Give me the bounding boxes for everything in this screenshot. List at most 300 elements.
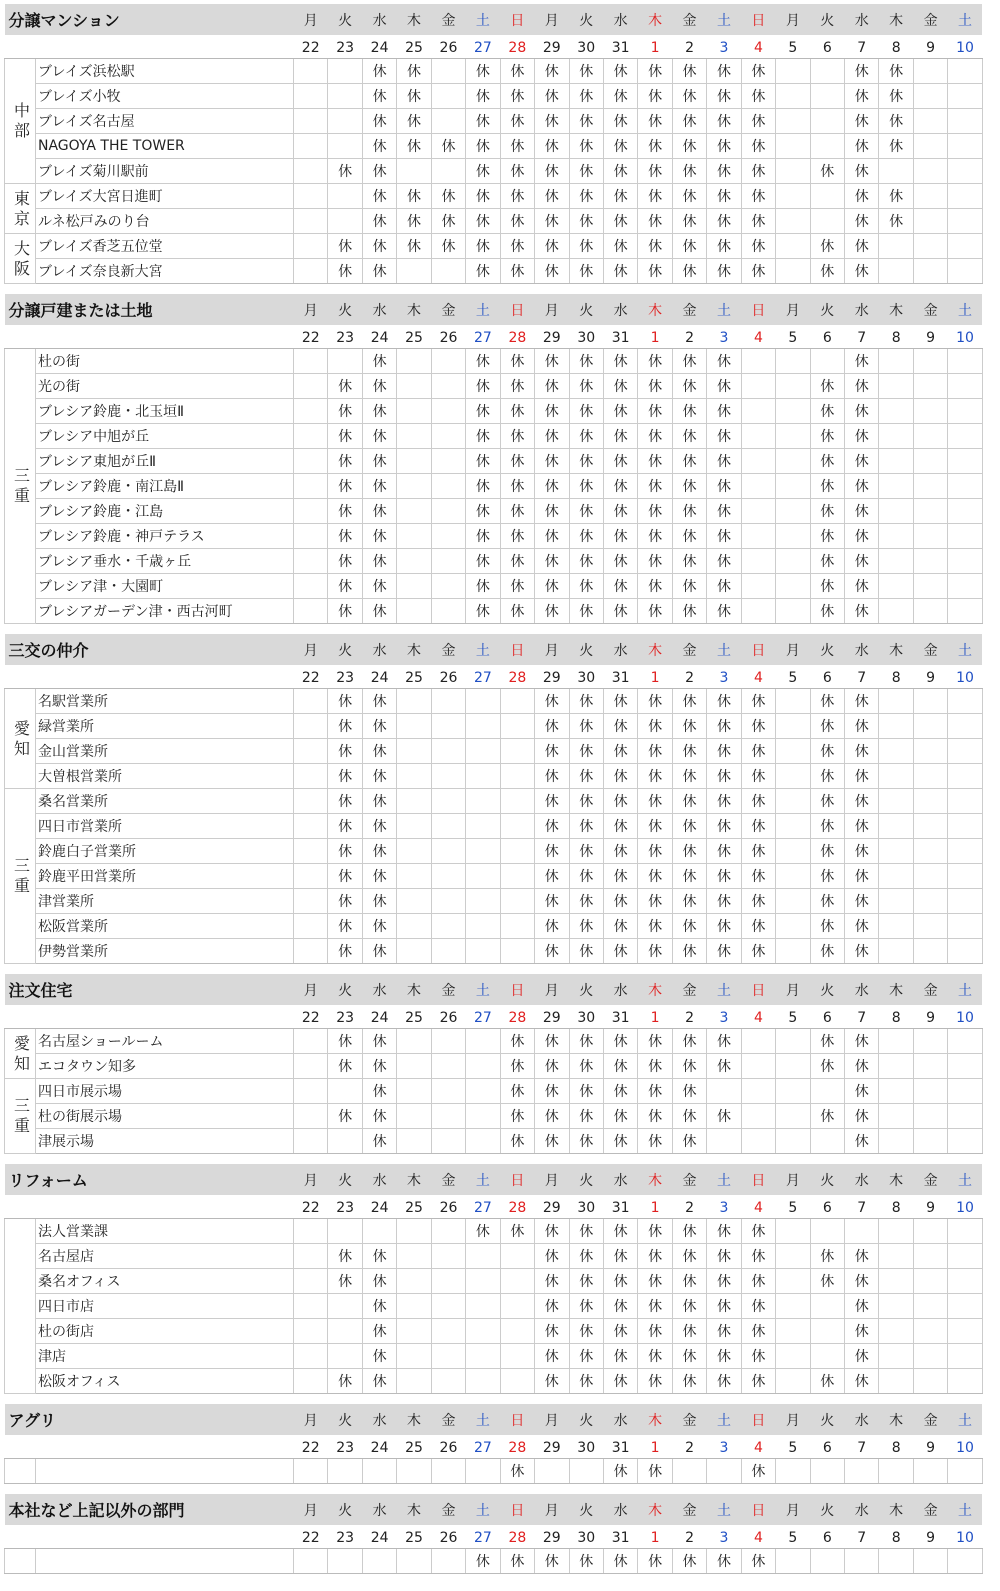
day-cell <box>879 1319 913 1344</box>
day-cell <box>294 889 328 914</box>
day-cell <box>948 499 982 524</box>
day-cell: 休 <box>707 1369 741 1394</box>
day-cell: 休 <box>707 939 741 964</box>
date-label: 3 <box>707 325 741 349</box>
day-cell <box>431 424 465 449</box>
date-label: 6 <box>810 325 844 349</box>
weekday-label: 火 <box>810 1404 844 1435</box>
weekday-label: 日 <box>741 4 775 35</box>
weekday-label: 火 <box>569 1494 603 1525</box>
day-cell <box>879 864 913 889</box>
date-label: 6 <box>810 35 844 59</box>
day-cell <box>328 1459 362 1484</box>
weekday-label: 土 <box>466 4 500 35</box>
day-cell: 休 <box>603 1269 637 1294</box>
day-cell: 休 <box>845 814 879 839</box>
office-name: 金山営業所 <box>36 739 294 764</box>
date-label: 2 <box>672 1005 706 1029</box>
day-cell <box>948 1549 982 1574</box>
weekday-label: 日 <box>500 1164 534 1195</box>
day-cell <box>466 1054 500 1079</box>
day-cell <box>466 1459 500 1484</box>
day-cell: 休 <box>569 424 603 449</box>
table-row <box>5 234 983 259</box>
weekday-label: 月 <box>776 294 810 325</box>
table-row <box>5 499 983 524</box>
day-cell <box>431 889 465 914</box>
day-cell: 休 <box>603 914 637 939</box>
day-cell: 休 <box>638 714 672 739</box>
day-cell: 休 <box>362 864 396 889</box>
day-cell <box>776 184 810 209</box>
day-cell: 休 <box>845 109 879 134</box>
day-cell: 休 <box>741 764 775 789</box>
date-label: 29 <box>535 1435 569 1459</box>
day-cell: 休 <box>672 449 706 474</box>
day-cell: 休 <box>569 1269 603 1294</box>
day-cell <box>500 1369 534 1394</box>
day-cell: 休 <box>603 1104 637 1129</box>
day-cell: 休 <box>328 499 362 524</box>
day-cell: 休 <box>810 714 844 739</box>
weekday-label: 土 <box>948 974 982 1005</box>
day-cell <box>776 499 810 524</box>
day-cell: 休 <box>328 939 362 964</box>
day-cell: 休 <box>810 1029 844 1054</box>
day-cell <box>294 814 328 839</box>
weekday-label: 土 <box>948 4 982 35</box>
day-cell: 休 <box>707 1244 741 1269</box>
day-cell: 休 <box>362 1269 396 1294</box>
weekday-label: 木 <box>397 4 431 35</box>
day-cell <box>776 689 810 714</box>
day-cell <box>294 789 328 814</box>
region-label: 大阪 <box>5 234 36 284</box>
date-label: 10 <box>948 35 982 59</box>
day-cell: 休 <box>569 1129 603 1154</box>
date-label: 22 <box>294 325 328 349</box>
date-label: 24 <box>362 325 396 349</box>
day-cell: 休 <box>638 1244 672 1269</box>
day-cell: 休 <box>466 1219 500 1244</box>
day-cell: 休 <box>672 134 706 159</box>
day-cell <box>913 349 947 374</box>
day-cell: 休 <box>672 234 706 259</box>
day-cell <box>879 939 913 964</box>
weekday-label: 水 <box>362 294 396 325</box>
date-label: 8 <box>879 1525 913 1549</box>
day-cell <box>294 1054 328 1079</box>
day-cell: 休 <box>638 424 672 449</box>
day-cell <box>810 59 844 84</box>
day-cell <box>397 764 431 789</box>
day-cell <box>948 449 982 474</box>
day-cell <box>431 59 465 84</box>
date-label: 27 <box>466 1435 500 1459</box>
day-cell: 休 <box>707 839 741 864</box>
day-cell <box>879 789 913 814</box>
day-cell: 休 <box>845 424 879 449</box>
date-label: 3 <box>707 665 741 689</box>
day-cell <box>913 789 947 814</box>
day-cell: 休 <box>603 349 637 374</box>
date-label: 27 <box>466 35 500 59</box>
day-cell: 休 <box>466 109 500 134</box>
office-name: エコタウン知多 <box>36 1054 294 1079</box>
weekday-label: 金 <box>431 1164 465 1195</box>
day-cell: 休 <box>466 599 500 624</box>
day-cell: 休 <box>707 399 741 424</box>
day-cell: 休 <box>535 864 569 889</box>
day-cell <box>466 739 500 764</box>
day-cell: 休 <box>535 714 569 739</box>
date-label: 25 <box>397 35 431 59</box>
day-cell: 休 <box>707 1104 741 1129</box>
weekday-label: 月 <box>535 1494 569 1525</box>
day-cell: 休 <box>810 399 844 424</box>
weekday-label: 土 <box>948 1164 982 1195</box>
date-label: 5 <box>776 1195 810 1219</box>
day-cell <box>397 864 431 889</box>
day-cell: 休 <box>362 259 396 284</box>
day-cell: 休 <box>638 599 672 624</box>
day-cell: 休 <box>500 1029 534 1054</box>
date-label: 24 <box>362 1525 396 1549</box>
day-cell: 休 <box>672 1104 706 1129</box>
weekday-label: 水 <box>362 634 396 665</box>
day-cell: 休 <box>535 1269 569 1294</box>
day-cell <box>294 714 328 739</box>
day-cell <box>328 84 362 109</box>
day-cell: 休 <box>362 714 396 739</box>
weekday-label: 金 <box>672 1404 706 1435</box>
day-cell <box>913 1269 947 1294</box>
day-cell: 休 <box>810 1369 844 1394</box>
day-cell: 休 <box>466 474 500 499</box>
office-name: NAGOYA THE TOWER <box>36 134 294 159</box>
weekday-label: 土 <box>707 1164 741 1195</box>
date-label: 2 <box>672 665 706 689</box>
office-name: 鈴鹿平田営業所 <box>36 864 294 889</box>
weekday-label: 木 <box>879 1164 913 1195</box>
day-cell <box>879 1079 913 1104</box>
day-cell: 休 <box>638 1319 672 1344</box>
weekday-label: 日 <box>741 974 775 1005</box>
day-cell: 休 <box>328 524 362 549</box>
day-cell <box>397 1104 431 1129</box>
day-cell: 休 <box>500 399 534 424</box>
day-cell <box>328 349 362 374</box>
day-cell: 休 <box>362 184 396 209</box>
weekday-label: 火 <box>569 294 603 325</box>
day-cell: 休 <box>672 209 706 234</box>
office-name: 四日市展示場 <box>36 1079 294 1104</box>
day-cell: 休 <box>569 689 603 714</box>
day-cell: 休 <box>638 574 672 599</box>
date-label: 23 <box>328 1435 362 1459</box>
date-label: 9 <box>913 325 947 349</box>
day-cell <box>776 524 810 549</box>
day-cell <box>294 1079 328 1104</box>
date-label: 9 <box>913 1435 947 1459</box>
day-cell <box>328 1219 362 1244</box>
day-cell <box>294 939 328 964</box>
day-cell: 休 <box>535 1549 569 1574</box>
weekday-label: 月 <box>535 1404 569 1435</box>
weekday-label: 土 <box>466 1404 500 1435</box>
date-label: 8 <box>879 1005 913 1029</box>
weekday-label: 土 <box>948 634 982 665</box>
schedule-section <box>4 1494 982 1574</box>
table-row <box>5 939 983 964</box>
section-title: 注文住宅 <box>5 974 294 1005</box>
day-cell: 休 <box>500 349 534 374</box>
day-cell <box>431 1219 465 1244</box>
day-cell <box>913 1104 947 1129</box>
office-name: ブレイズ菊川駅前 <box>36 159 294 184</box>
schedule-table <box>4 294 983 624</box>
date-label: 27 <box>466 1525 500 1549</box>
day-cell: 休 <box>810 864 844 889</box>
day-cell: 休 <box>879 184 913 209</box>
day-cell: 休 <box>741 839 775 864</box>
weekday-label: 水 <box>603 1494 637 1525</box>
day-cell: 休 <box>741 889 775 914</box>
schedule-section <box>4 4 982 284</box>
day-cell: 休 <box>431 184 465 209</box>
day-cell <box>294 1294 328 1319</box>
weekday-label: 水 <box>362 1404 396 1435</box>
office-name: ブレシア鈴鹿・江島 <box>36 499 294 524</box>
day-cell <box>466 789 500 814</box>
weekday-label: 日 <box>500 1494 534 1525</box>
day-cell: 休 <box>431 234 465 259</box>
day-cell: 休 <box>638 1269 672 1294</box>
day-cell <box>879 599 913 624</box>
date-label: 29 <box>535 1195 569 1219</box>
weekday-label: 金 <box>913 974 947 1005</box>
weekday-label: 金 <box>672 1494 706 1525</box>
day-cell <box>397 914 431 939</box>
day-cell <box>913 814 947 839</box>
region-label: 東京 <box>5 184 36 234</box>
section-title: 三交の仲介 <box>5 634 294 665</box>
weekday-label: 金 <box>672 4 706 35</box>
day-cell: 休 <box>397 184 431 209</box>
day-cell: 休 <box>707 1029 741 1054</box>
day-cell <box>948 349 982 374</box>
day-cell: 休 <box>845 134 879 159</box>
date-label: 1 <box>638 1005 672 1029</box>
weekday-label: 水 <box>845 4 879 35</box>
day-cell: 休 <box>328 689 362 714</box>
day-cell: 休 <box>328 789 362 814</box>
day-cell: 休 <box>569 1029 603 1054</box>
day-cell <box>431 914 465 939</box>
weekday-label: 月 <box>776 634 810 665</box>
day-cell: 休 <box>569 474 603 499</box>
day-cell <box>879 1344 913 1369</box>
day-cell: 休 <box>638 839 672 864</box>
table-row <box>5 739 983 764</box>
day-cell: 休 <box>810 234 844 259</box>
day-cell <box>397 714 431 739</box>
weekday-label: 土 <box>707 1404 741 1435</box>
day-cell: 休 <box>810 1244 844 1269</box>
day-cell: 休 <box>569 209 603 234</box>
day-cell: 休 <box>569 374 603 399</box>
weekday-label: 月 <box>294 634 328 665</box>
table-row <box>5 689 983 714</box>
day-cell: 休 <box>569 789 603 814</box>
weekday-label: 金 <box>431 1404 465 1435</box>
day-cell <box>500 1294 534 1319</box>
day-cell <box>466 1244 500 1269</box>
day-cell: 休 <box>741 739 775 764</box>
day-cell: 休 <box>845 1054 879 1079</box>
day-cell <box>431 599 465 624</box>
day-cell: 休 <box>603 399 637 424</box>
day-cell: 休 <box>569 1294 603 1319</box>
day-cell: 休 <box>569 739 603 764</box>
weekday-label: 火 <box>810 4 844 35</box>
day-cell: 休 <box>741 109 775 134</box>
day-cell: 休 <box>845 1269 879 1294</box>
weekday-label: 金 <box>431 294 465 325</box>
day-cell <box>500 914 534 939</box>
section-header <box>5 1164 983 1195</box>
day-cell <box>913 1219 947 1244</box>
day-cell: 休 <box>810 549 844 574</box>
day-cell <box>431 1344 465 1369</box>
day-cell <box>776 714 810 739</box>
day-cell <box>948 814 982 839</box>
day-cell: 休 <box>707 524 741 549</box>
table-row <box>5 1244 983 1269</box>
weekday-label: 土 <box>707 974 741 1005</box>
day-cell: 休 <box>845 59 879 84</box>
schedule-table <box>4 1404 983 1484</box>
day-cell <box>810 1344 844 1369</box>
weekday-label: 木 <box>397 294 431 325</box>
day-cell: 休 <box>845 1029 879 1054</box>
date-label: 1 <box>638 1435 672 1459</box>
day-cell <box>500 814 534 839</box>
day-cell: 休 <box>638 1079 672 1104</box>
day-cell <box>397 1344 431 1369</box>
day-cell: 休 <box>500 599 534 624</box>
day-cell <box>948 209 982 234</box>
day-cell: 休 <box>397 59 431 84</box>
date-label: 24 <box>362 1195 396 1219</box>
day-cell: 休 <box>672 259 706 284</box>
day-cell: 休 <box>500 1549 534 1574</box>
day-cell: 休 <box>672 1054 706 1079</box>
day-cell: 休 <box>707 864 741 889</box>
day-cell <box>913 209 947 234</box>
day-cell <box>948 864 982 889</box>
day-cell <box>913 549 947 574</box>
weekday-label: 月 <box>294 294 328 325</box>
day-cell <box>294 764 328 789</box>
weekday-label: 金 <box>913 1404 947 1435</box>
day-cell: 休 <box>845 739 879 764</box>
day-cell: 休 <box>638 939 672 964</box>
day-cell <box>776 1319 810 1344</box>
day-cell <box>294 259 328 284</box>
day-cell <box>741 474 775 499</box>
day-cell: 休 <box>569 889 603 914</box>
day-cell <box>948 689 982 714</box>
day-cell <box>397 374 431 399</box>
day-cell <box>948 1319 982 1344</box>
day-cell: 休 <box>707 574 741 599</box>
day-cell: 休 <box>603 864 637 889</box>
weekday-label: 金 <box>431 974 465 1005</box>
weekday-label: 日 <box>741 294 775 325</box>
day-cell <box>741 1054 775 1079</box>
day-cell: 休 <box>672 1549 706 1574</box>
day-cell <box>776 1054 810 1079</box>
date-label: 31 <box>603 1525 637 1549</box>
date-label: 10 <box>948 1525 982 1549</box>
day-cell: 休 <box>845 499 879 524</box>
day-cell: 休 <box>845 1129 879 1154</box>
date-label: 5 <box>776 325 810 349</box>
day-cell: 休 <box>569 549 603 574</box>
day-cell <box>431 399 465 424</box>
weekday-label: 水 <box>845 1164 879 1195</box>
day-cell: 休 <box>603 374 637 399</box>
day-cell: 休 <box>500 549 534 574</box>
day-cell <box>879 424 913 449</box>
date-label: 31 <box>603 1435 637 1459</box>
date-label: 8 <box>879 1195 913 1219</box>
day-cell: 休 <box>362 689 396 714</box>
day-cell: 休 <box>362 599 396 624</box>
day-cell: 休 <box>845 1319 879 1344</box>
day-cell <box>431 499 465 524</box>
day-cell: 休 <box>569 524 603 549</box>
day-cell <box>948 159 982 184</box>
day-cell <box>500 1344 534 1369</box>
day-cell <box>431 349 465 374</box>
day-cell <box>466 689 500 714</box>
table-row <box>5 1129 983 1154</box>
office-name: 法人営業課 <box>36 1219 294 1244</box>
day-cell: 休 <box>638 1029 672 1054</box>
date-label: 8 <box>879 325 913 349</box>
day-cell: 休 <box>707 1549 741 1574</box>
region-label: 愛知 <box>5 1029 36 1079</box>
day-cell <box>810 184 844 209</box>
date-label: 10 <box>948 1435 982 1459</box>
day-cell: 休 <box>569 599 603 624</box>
day-cell: 休 <box>362 399 396 424</box>
date-row-spacer <box>5 1005 294 1029</box>
table-row <box>5 1344 983 1369</box>
weekday-label: 木 <box>879 1494 913 1525</box>
day-cell: 休 <box>362 789 396 814</box>
day-cell: 休 <box>707 1219 741 1244</box>
day-cell: 休 <box>603 574 637 599</box>
day-cell <box>672 1459 706 1484</box>
day-cell <box>776 159 810 184</box>
day-cell: 休 <box>672 1079 706 1104</box>
day-cell <box>294 374 328 399</box>
date-label: 25 <box>397 1005 431 1029</box>
day-cell: 休 <box>672 1269 706 1294</box>
